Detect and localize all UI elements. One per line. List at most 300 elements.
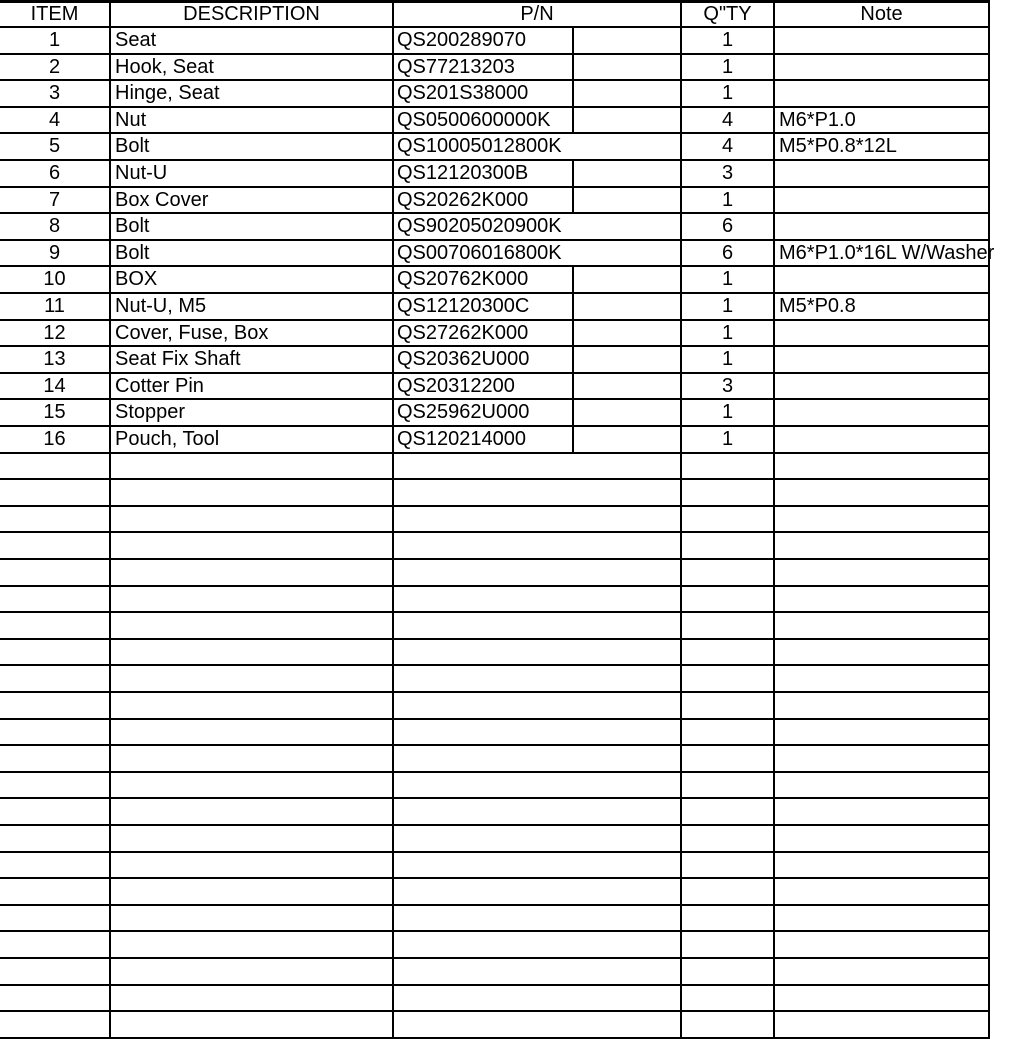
description-cell <box>111 853 394 878</box>
description-cell <box>111 693 394 718</box>
quantity-cell <box>682 454 775 479</box>
description-cell <box>111 746 394 771</box>
table-row <box>0 321 990 348</box>
item-cell <box>0 560 111 585</box>
note-cell <box>775 1012 990 1037</box>
part-number-cell <box>394 853 682 878</box>
empty-table-row <box>0 773 990 800</box>
item-cell-text: 11 <box>44 295 65 317</box>
quantity-cell <box>682 480 775 505</box>
table-row <box>0 28 990 55</box>
note-cell <box>775 427 990 452</box>
description-cell-text: Box Cover <box>115 188 209 211</box>
description-cell-text: Nut <box>115 108 147 131</box>
description-cell <box>111 720 394 745</box>
table-row <box>0 214 990 241</box>
quantity-cell-text: 1 <box>721 55 734 78</box>
part-number-cell <box>394 214 682 239</box>
quantity-cell <box>682 1012 775 1037</box>
part-number-cell-text: QS27262K000 <box>397 321 529 344</box>
description-cell <box>111 773 394 798</box>
part-number-cell-text: QS12120300B <box>397 162 529 184</box>
table-row <box>0 374 990 401</box>
item-cell <box>0 746 111 771</box>
quantity-cell-text: 1 <box>721 401 734 424</box>
note-cell <box>775 613 990 638</box>
part-number-cell-text: QS0500600000K <box>397 108 551 131</box>
table-row <box>0 161 990 188</box>
description-cell-text: Cotter Pin <box>115 374 204 397</box>
note-cell-text: M5*P0.8 <box>779 295 856 317</box>
part-number-cell <box>394 374 682 399</box>
description-cell <box>111 826 394 851</box>
item-cell-text: 10 <box>43 268 66 291</box>
part-number-cell <box>394 799 682 824</box>
table-row <box>0 267 990 294</box>
item-cell <box>0 693 111 718</box>
quantity-cell <box>682 507 775 532</box>
item-cell <box>0 666 111 691</box>
empty-table-row <box>0 454 990 481</box>
empty-table-row <box>0 826 990 853</box>
item-cell <box>0 294 111 319</box>
item-cell-text: 6 <box>48 162 61 184</box>
description-cell-text: Bolt <box>115 241 150 264</box>
quantity-cell <box>682 666 775 691</box>
note-cell <box>775 560 990 585</box>
note-cell <box>775 480 990 505</box>
description-cell <box>111 986 394 1011</box>
description-cell-text: Hook, Seat <box>115 55 214 78</box>
quantity-cell-text: 1 <box>721 428 734 450</box>
quantity-cell-text: 3 <box>721 162 734 184</box>
note-cell <box>775 666 990 691</box>
note-cell <box>775 799 990 824</box>
table-row <box>0 241 995 268</box>
table-row <box>0 134 990 161</box>
quantity-cell-text: 4 <box>721 108 734 131</box>
item-cell <box>0 853 111 878</box>
quantity-cell-text: 6 <box>721 215 734 238</box>
item-cell <box>0 640 111 665</box>
quantity-cell <box>682 81 775 106</box>
part-number-cell <box>394 533 682 558</box>
description-cell <box>111 879 394 904</box>
item-cell-text: 13 <box>43 348 66 371</box>
description-cell <box>111 533 394 558</box>
quantity-cell <box>682 55 775 80</box>
item-cell <box>0 161 111 186</box>
item-cell <box>0 533 111 558</box>
description-cell <box>111 454 394 479</box>
description-cell <box>111 613 394 638</box>
part-number-cell <box>394 932 682 957</box>
description-cell <box>111 55 394 80</box>
empty-table-row <box>0 507 990 534</box>
part-number-cell-text: QS120214000 <box>397 428 527 450</box>
note-cell <box>775 108 990 133</box>
item-cell <box>0 826 111 851</box>
item-cell <box>0 454 111 479</box>
description-cell <box>111 321 394 346</box>
empty-table-row <box>0 587 990 614</box>
part-number-cell <box>394 1012 682 1037</box>
item-cell-text: 8 <box>48 215 61 238</box>
item-cell <box>0 959 111 984</box>
description-cell <box>111 507 394 532</box>
note-cell <box>775 134 990 159</box>
quantity-cell-text: 1 <box>721 348 734 371</box>
item-cell <box>0 81 111 106</box>
item-cell <box>0 613 111 638</box>
quantity-cell <box>682 188 775 213</box>
description-cell <box>111 1012 394 1037</box>
quantity-cell <box>682 28 775 53</box>
quantity-cell <box>682 613 775 638</box>
empty-table-row <box>0 959 990 986</box>
item-cell <box>0 400 111 425</box>
table-row <box>0 188 990 215</box>
part-number-cell <box>394 55 682 80</box>
description-cell <box>111 640 394 665</box>
part-number-cell <box>394 480 682 505</box>
quantity-cell <box>682 533 775 558</box>
description-cell <box>111 188 394 213</box>
part-number-cell-text: QS12120300C <box>397 295 530 317</box>
part-number-cell <box>394 294 682 319</box>
description-cell <box>111 134 394 159</box>
item-cell <box>0 799 111 824</box>
part-number-cell <box>394 879 682 904</box>
part-number-cell <box>394 613 682 638</box>
note-cell <box>775 826 990 851</box>
quantity-cell <box>682 134 775 159</box>
quantity-cell-text: 1 <box>721 321 734 344</box>
quantity-cell-text: 1 <box>721 295 734 317</box>
note-cell <box>775 507 990 532</box>
part-number-cell <box>394 906 682 931</box>
note-cell <box>775 693 990 718</box>
quantity-cell <box>682 879 775 904</box>
description-cell <box>111 347 394 372</box>
note-cell <box>775 188 990 213</box>
note-cell <box>775 214 990 239</box>
description-cell <box>111 932 394 957</box>
description-cell-text: Seat <box>115 29 157 51</box>
item-cell <box>0 214 111 239</box>
description-cell <box>111 799 394 824</box>
note-cell <box>775 986 990 1011</box>
quantity-cell <box>682 267 775 292</box>
item-cell <box>0 28 111 53</box>
quantity-cell <box>682 374 775 399</box>
item-cell-text: 16 <box>43 428 66 450</box>
item-cell <box>0 879 111 904</box>
part-number-cell <box>394 959 682 984</box>
quantity-cell-text: 1 <box>721 29 734 51</box>
note-cell <box>775 454 990 479</box>
description-cell <box>111 161 394 186</box>
item-cell <box>0 587 111 612</box>
item-cell-text: 1 <box>48 29 61 51</box>
quantity-cell-text: 1 <box>721 82 734 105</box>
table-row <box>0 400 990 427</box>
item-cell-text: 5 <box>48 135 61 158</box>
description-cell <box>111 241 394 266</box>
note-cell <box>775 294 990 319</box>
note-cell <box>775 81 990 106</box>
item-cell <box>0 773 111 798</box>
item-cell-text: 12 <box>43 321 66 344</box>
part-number-cell <box>394 640 682 665</box>
description-cell <box>111 81 394 106</box>
header-item: ITEM <box>0 3 111 26</box>
part-number-cell <box>394 507 682 532</box>
item-cell <box>0 374 111 399</box>
empty-table-row <box>0 746 990 773</box>
description-cell <box>111 666 394 691</box>
note-cell <box>775 374 990 399</box>
part-number-cell <box>394 400 682 425</box>
empty-table-row <box>0 932 990 959</box>
item-cell <box>0 321 111 346</box>
part-number-cell <box>394 28 682 53</box>
description-cell-text: Nut-U <box>115 162 168 184</box>
description-cell-text: Hinge, Seat <box>115 82 220 105</box>
part-number-cell <box>394 986 682 1011</box>
description-cell <box>111 108 394 133</box>
item-cell <box>0 1012 111 1037</box>
empty-table-row <box>0 1012 990 1039</box>
part-number-cell <box>394 134 682 159</box>
part-number-cell-text: QS20262K000 <box>397 188 529 211</box>
note-cell <box>775 161 990 186</box>
note-cell <box>775 241 995 266</box>
quantity-cell <box>682 853 775 878</box>
part-number-cell-text: QS77213203 <box>397 55 515 78</box>
item-cell <box>0 906 111 931</box>
note-cell <box>775 55 990 80</box>
description-cell <box>111 560 394 585</box>
table-row <box>0 108 990 135</box>
item-cell <box>0 188 111 213</box>
note-cell <box>775 879 990 904</box>
part-number-cell <box>394 321 682 346</box>
quantity-cell <box>682 773 775 798</box>
item-cell <box>0 932 111 957</box>
quantity-cell <box>682 241 775 266</box>
empty-table-row <box>0 799 990 826</box>
note-cell <box>775 400 990 425</box>
part-number-cell-text: QS20762K000 <box>397 268 529 291</box>
quantity-cell <box>682 640 775 665</box>
empty-table-row <box>0 613 990 640</box>
quantity-cell-text: 1 <box>721 268 734 291</box>
quantity-cell <box>682 932 775 957</box>
part-number-cell <box>394 454 682 479</box>
quantity-cell <box>682 214 775 239</box>
part-number-cell-text: QS00706016800K <box>397 241 562 264</box>
table-row <box>0 55 990 82</box>
description-cell-text: Cover, Fuse, Box <box>115 321 269 344</box>
note-cell <box>775 932 990 957</box>
note-cell-text: M6*P1.0 <box>779 108 856 131</box>
empty-table-row <box>0 906 990 933</box>
header-part-number: P/N <box>394 3 682 26</box>
note-cell <box>775 587 990 612</box>
note-cell <box>775 640 990 665</box>
quantity-cell-text: 4 <box>721 135 734 158</box>
note-cell <box>775 959 990 984</box>
item-cell-text: 7 <box>48 188 61 211</box>
quantity-cell-text: 3 <box>721 374 734 397</box>
part-number-cell-text: QS10005012800K <box>397 135 562 158</box>
quantity-cell <box>682 427 775 452</box>
part-number-cell <box>394 188 682 213</box>
item-cell <box>0 720 111 745</box>
header-description: DESCRIPTION <box>111 3 394 26</box>
table-header-row <box>0 0 990 28</box>
quantity-cell <box>682 587 775 612</box>
description-cell-text: Bolt <box>115 135 150 158</box>
part-number-cell <box>394 267 682 292</box>
note-cell-text: M5*P0.8*12L <box>779 135 897 158</box>
part-number-cell <box>394 427 682 452</box>
part-number-cell-text: QS20362U000 <box>397 348 530 371</box>
item-cell <box>0 986 111 1011</box>
header-quantity: Q"TY <box>682 3 775 26</box>
empty-table-row <box>0 693 990 720</box>
description-cell-text: Seat Fix Shaft <box>115 348 241 371</box>
item-cell <box>0 347 111 372</box>
description-cell <box>111 959 394 984</box>
item-cell <box>0 241 111 266</box>
item-cell <box>0 108 111 133</box>
empty-table-row <box>0 560 990 587</box>
item-cell <box>0 134 111 159</box>
part-number-cell <box>394 587 682 612</box>
description-cell-text: Nut-U, M5 <box>115 295 207 317</box>
table-row <box>0 427 990 454</box>
table-row <box>0 347 990 374</box>
note-cell <box>775 720 990 745</box>
item-cell-text: 15 <box>43 401 66 424</box>
item-cell-text: 3 <box>48 82 61 105</box>
quantity-cell <box>682 959 775 984</box>
description-cell <box>111 427 394 452</box>
quantity-cell <box>682 294 775 319</box>
note-cell <box>775 321 990 346</box>
note-cell <box>775 746 990 771</box>
part-number-cell <box>394 241 682 266</box>
note-cell <box>775 267 990 292</box>
description-cell <box>111 906 394 931</box>
empty-table-row <box>0 879 990 906</box>
note-cell <box>775 533 990 558</box>
note-cell <box>775 28 990 53</box>
description-cell <box>111 400 394 425</box>
item-cell <box>0 427 111 452</box>
description-cell-text: Stopper <box>115 401 186 424</box>
quantity-cell <box>682 986 775 1011</box>
item-cell-text: 2 <box>48 55 61 78</box>
part-number-cell-text: QS25962U000 <box>397 401 530 424</box>
note-cell-text: M6*P1.0*16L W/Washer <box>779 241 995 264</box>
quantity-cell-text: 1 <box>721 188 734 211</box>
quantity-cell <box>682 799 775 824</box>
note-cell <box>775 906 990 931</box>
empty-table-row <box>0 986 990 1013</box>
part-number-cell <box>394 773 682 798</box>
description-cell-text: Pouch, Tool <box>115 428 220 450</box>
quantity-cell <box>682 400 775 425</box>
part-number-cell <box>394 666 682 691</box>
part-number-cell <box>394 347 682 372</box>
header-note: Note <box>775 3 990 26</box>
quantity-cell <box>682 693 775 718</box>
note-cell <box>775 347 990 372</box>
part-number-cell <box>394 720 682 745</box>
item-cell-text: 14 <box>43 374 66 397</box>
description-cell <box>111 587 394 612</box>
item-cell <box>0 267 111 292</box>
description-cell <box>111 28 394 53</box>
empty-table-row <box>0 666 990 693</box>
item-cell <box>0 507 111 532</box>
empty-table-row <box>0 640 990 667</box>
quantity-cell <box>682 906 775 931</box>
table-row <box>0 294 990 321</box>
quantity-cell <box>682 108 775 133</box>
description-cell-text: Bolt <box>115 215 150 238</box>
quantity-cell <box>682 720 775 745</box>
part-number-cell <box>394 108 682 133</box>
part-number-cell <box>394 81 682 106</box>
description-cell <box>111 267 394 292</box>
table-row <box>0 81 990 108</box>
part-number-cell <box>394 161 682 186</box>
description-cell <box>111 294 394 319</box>
quantity-cell <box>682 826 775 851</box>
empty-table-row <box>0 533 990 560</box>
quantity-cell <box>682 321 775 346</box>
item-cell <box>0 55 111 80</box>
empty-table-row <box>0 853 990 880</box>
quantity-cell <box>682 746 775 771</box>
part-number-cell <box>394 560 682 585</box>
part-number-cell <box>394 746 682 771</box>
part-number-cell-text: QS90205020900K <box>397 215 562 238</box>
part-number-cell-text: QS201S38000 <box>397 82 529 105</box>
description-cell <box>111 480 394 505</box>
description-cell <box>111 374 394 399</box>
empty-table-row <box>0 720 990 747</box>
part-number-cell-text: QS20312200 <box>397 374 515 397</box>
description-cell-text: BOX <box>115 268 158 291</box>
description-cell <box>111 214 394 239</box>
quantity-cell <box>682 161 775 186</box>
part-number-cell <box>394 693 682 718</box>
item-cell-text: 9 <box>48 241 61 264</box>
part-number-cell-text: QS200289070 <box>397 29 527 51</box>
empty-table-row <box>0 480 990 507</box>
item-cell <box>0 480 111 505</box>
item-cell-text: 4 <box>48 108 61 131</box>
note-cell <box>775 773 990 798</box>
quantity-cell <box>682 347 775 372</box>
part-number-cell <box>394 826 682 851</box>
note-cell <box>775 853 990 878</box>
